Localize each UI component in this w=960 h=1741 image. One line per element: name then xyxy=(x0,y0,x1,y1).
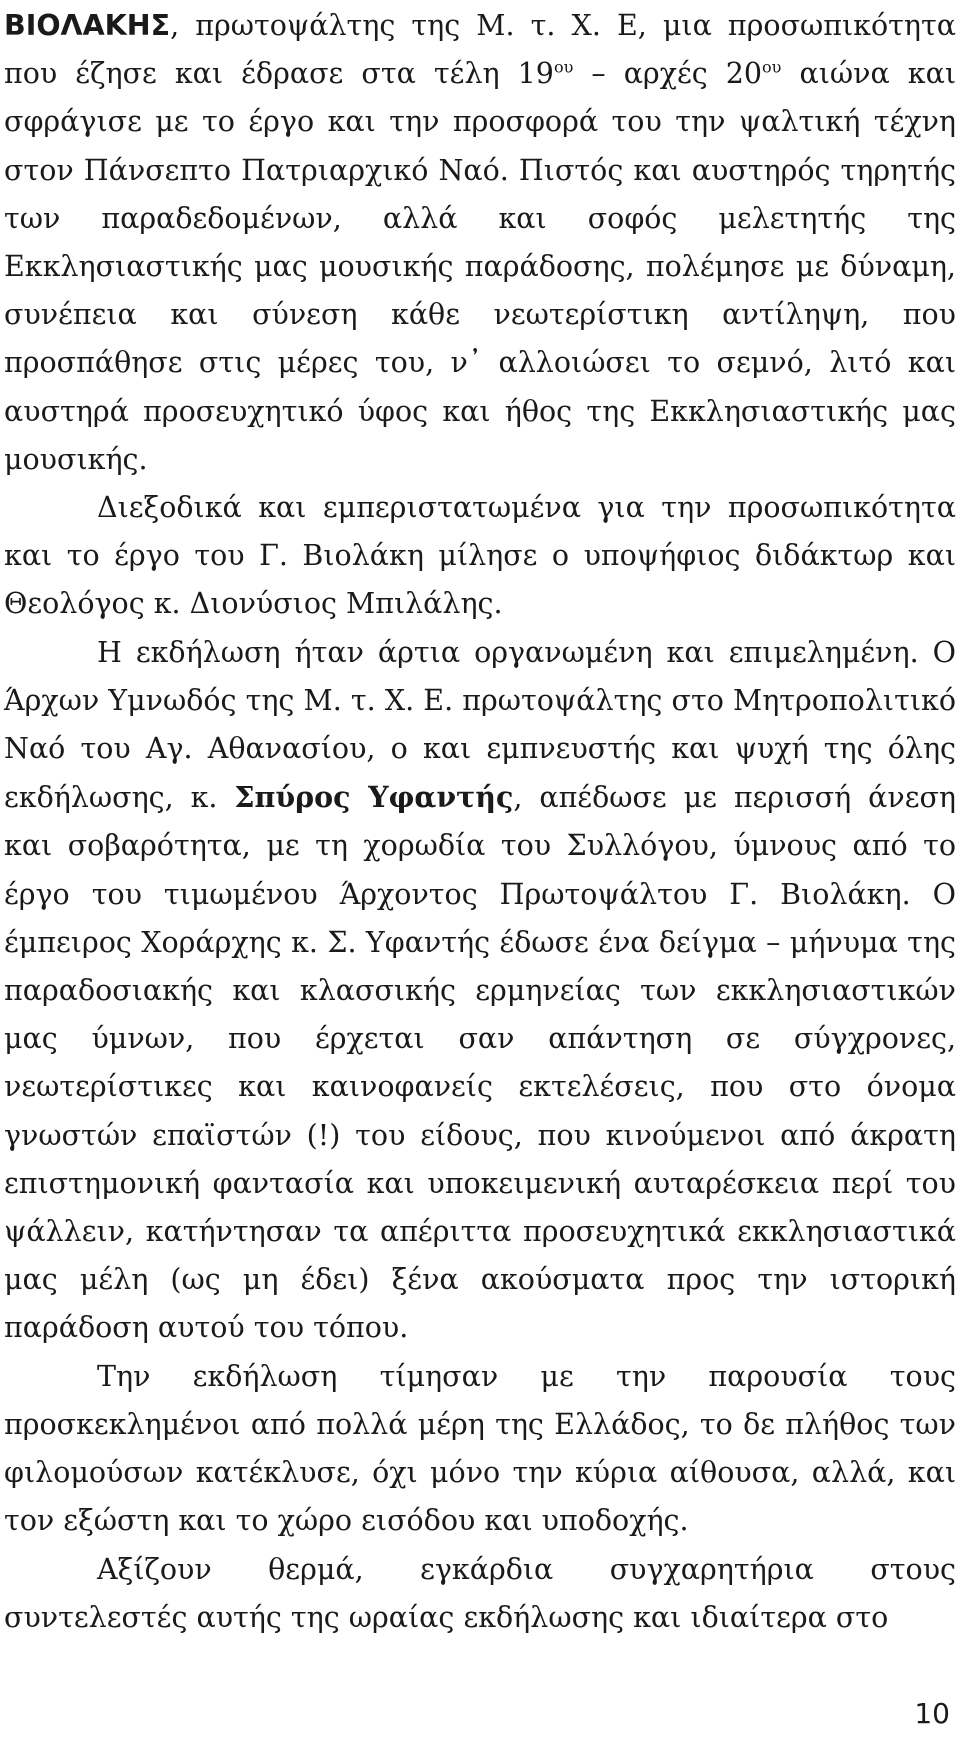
text-run: Αξίζουν θερμά, εγκάρδια συγχαρητήρια στους συντελεστές αυτής της ωραίας εκδήλωσης και ιδιαίτερα στο xyxy=(4,1552,956,1634)
bold-name: Σπύρος Υφαντής xyxy=(234,780,514,815)
text-run: Η εκδήλωση ήταν άρτια οργανωμένη και επιμελημένη. Ο Άρχων Υμνωδός της Μ. τ. Χ. Ε. πρωτοψάλτης στο Μητροπολιτικό Ναό του Αγ. Αθανασίου, ο και εμπνευστής και ψυχή της όλης εκδήλωσης, κ. xyxy=(4,635,956,815)
text-run: Διεξοδικά και εμπεριστατωμένα για την προσωπικότητα και το έργο του Γ. Βιολάκη μίλησε ο υποψήφιος διδάκτωρ και Θεολόγος κ. Διονύσιος Μπιλάλης. xyxy=(4,491,956,621)
paragraph xyxy=(4,629,956,1353)
bold-name: ΒΙΟΛΑΚΗΣ xyxy=(4,9,171,42)
text-run: Την εκδήλωση τίμησαν με την παρουσία τους προσκεκλημένοι από πολλά μέρη της Ελλάδος, το δε πλήθος των φιλομούσων κατέκλυσε, όχι μόνο την κύρια αίθουσα, αλλά, και τον εξώστη και το χώρο εισόδου και υποδοχής. xyxy=(4,1359,956,1538)
text-run: , απέδωσε με περισσή άνεση και σοβαρότητα, με τη χορωδία του Συλλόγου, ύμνους από το έργο του τιμωμένου Άρχοντος Πρωτοψάλτου Γ. Βιολάκη. Ο έμπειρος Χοράρχης κ. Σ. Υφαντής έδωσε ένα δείγμα – μήνυμα της παραδοσιακής και κλασσικής ερμηνείας των εκκλησιαστικών μας ύμνων, που έρχεται σαν απάντηση σε σύγχρονες, νεωτερίστικες και καινοφανείς εκτελέσεις, που στο όνομα γνωστών επαϊστών (!) του είδους, που κινούμενοι από άκρατη επιστημονική φαντασία και υποκειμενική αυταρέσκεια περί του ψάλλειν, κατήντησαν τα απέριττα προσευχητικά εκκλησιαστικά μας μέλη (ως μη έδει) ξένα ακούσματα προς την ιστορική παράδοση αυτού του τόπου. xyxy=(4,781,957,1345)
paragraph xyxy=(4,1353,956,1546)
article-body xyxy=(4,2,956,1642)
ordinal-superscript: ου xyxy=(553,57,574,77)
text-run: αιώνα και σφράγισε με το έργο και την προσφορά του την ψαλτική τέχνη στον Πάνσεπτο Πατριαρχικό Ναό. Πιστός και αυστηρός τηρητής των παραδεδομένων, αλλά και σοφός μελετητής της Εκκλησιαστικής μας μουσικής παράδοσης, πολέμησε με δύναμη, συνέπεια και σύνεση κάθε νεωτερίστικη αντίληψη, που προσπάθησε στις μέρες του, ν᾽ αλλοιώσει το σεμνό, λιτό και αυστηρά προσευχητικό ύφος και ήθος της Εκκλησιαστικής μας μουσικής. xyxy=(4,57,956,476)
text-run: , πρωτοψάλτης της Μ. τ. Χ. Ε, μια προσωπικότητα που έζησε και έδρασε στα τέλη 19 xyxy=(4,9,956,91)
paragraph xyxy=(4,1546,956,1642)
ordinal-superscript: ου xyxy=(762,57,782,77)
page-number: 10 xyxy=(914,1697,950,1730)
document-page xyxy=(4,0,956,1741)
paragraph xyxy=(4,484,956,629)
text-run: – αρχές 20 xyxy=(573,57,763,91)
paragraph xyxy=(4,2,956,484)
